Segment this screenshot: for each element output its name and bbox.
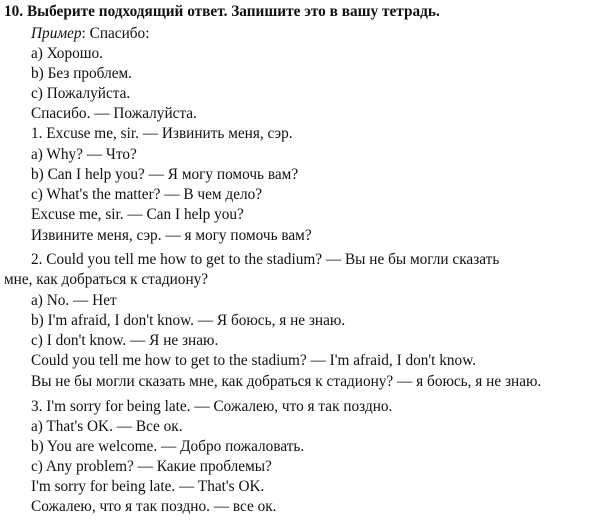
item-3-option-c: c) Any problem? — Какие проблемы? xyxy=(31,458,272,475)
item-3-answer-ru: Сожалею, что я так поздно. — все ок. xyxy=(31,498,277,515)
example-option-a: a) Хорошо. xyxy=(31,45,103,62)
item-1-option-c: c) What's the matter? — В чем дело? xyxy=(31,186,263,203)
item-1-option-a: a) Why? — Что? xyxy=(31,146,137,163)
item-3-question: 3. I'm sorry for being late. — Сожалею, что я так поздно. xyxy=(31,398,393,415)
item-2-answer-en: Could you tell me how to get to the stadium? — I'm afraid, I don't know. xyxy=(31,352,477,369)
item-1-question: 1. Excuse me, sir. — Извинить меня, сэр. xyxy=(31,125,293,142)
item-3-option-a: a) That's OK. — Все ок. xyxy=(31,418,183,435)
item-2-option-a: a) No. — Нет xyxy=(31,292,117,309)
example-option-c: c) Пожалуйста. xyxy=(31,85,131,102)
item-1-answer-ru: Извините меня, сэр. — я могу помочь вам? xyxy=(31,227,312,244)
item-2-option-c: c) I don't know. — Я не знаю. xyxy=(31,332,219,349)
item-2-option-b: b) I'm afraid, I don't know. — Я боюсь, я не знаю. xyxy=(31,312,346,329)
example-prompt xyxy=(31,24,149,44)
item-2-question-line2: мне, как добраться к стадиону? xyxy=(4,271,209,288)
example-label: Пример xyxy=(31,25,82,42)
item-1-option-b: b) Can I help you? — Я могу помочь вам? xyxy=(31,166,299,183)
example-option-b: b) Без проблем. xyxy=(31,65,133,82)
example-prompt-text: : Спасибо: xyxy=(81,25,150,42)
item-1-answer-en: Excuse me, sir. — Can I help you? xyxy=(31,206,244,223)
item-3-option-b: b) You are welcome. — Добро пожаловать. xyxy=(31,438,305,455)
exercise-heading: 10. Выберите подходящий ответ. Запишите это в вашу тетрадь. xyxy=(4,3,440,20)
item-2-question-line1: 2. Could you tell me how to get to the stadium? — Вы не бы могли сказать xyxy=(31,251,500,268)
item-2-answer-ru: Вы не бы могли сказать мне, как добраться к стадиону? — я боюсь, я не знаю. xyxy=(31,373,542,390)
example-answer: Спасибо. — Пожалуйста. xyxy=(31,105,197,122)
item-3-answer-en: I'm sorry for being late. — That's OK. xyxy=(31,478,265,495)
